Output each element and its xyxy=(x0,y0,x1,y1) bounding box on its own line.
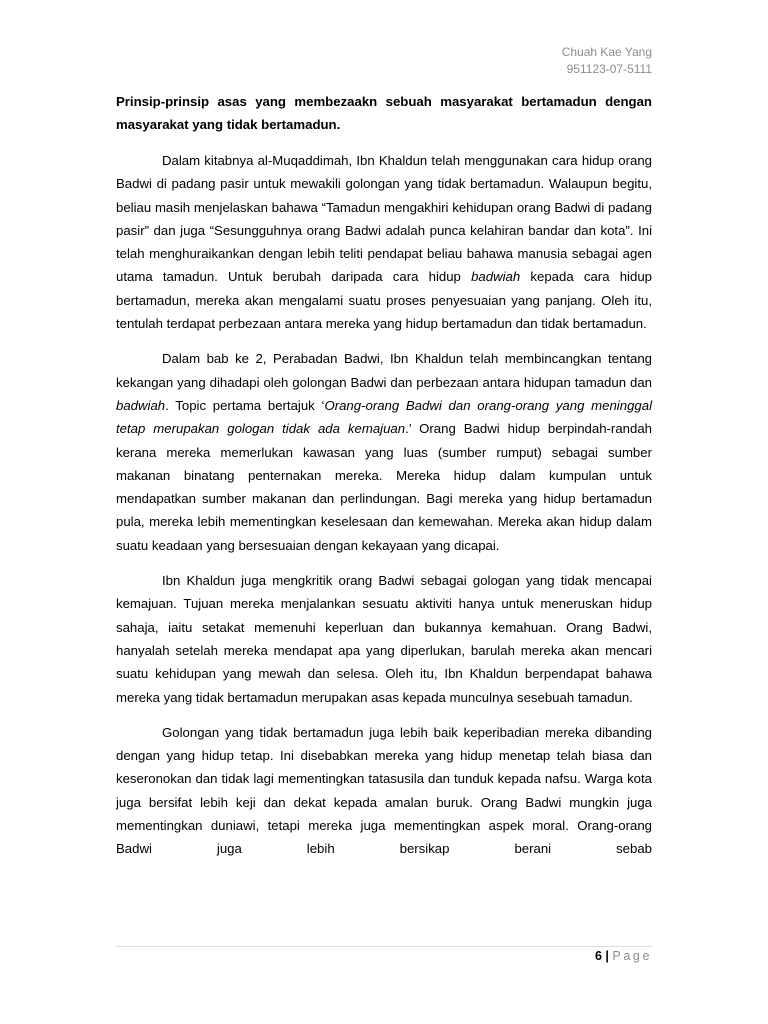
page-footer xyxy=(595,948,652,964)
paragraph-4 xyxy=(116,721,652,861)
paragraph-text: Golongan yang tidak bertamadun juga lebih baik keperibadian mereka dibanding dengan yang hidup tetap. Ini disebabkan mereka yang hidup menetap telah biasa dan keseronokan dan tidak lagi mementingkan tatasusila dan tunduk kepada nafsu. Warga kota juga bersifat lebih keji dan dekat kepada amalan buruk. Orang Badwi mungkin juga mementingkan duniawi, tetapi mereka juga mementingkan aspek moral. Orang-orang Badwi juga lebih bersikap berani sebab xyxy=(116,724,652,857)
footer-separator: | xyxy=(605,949,609,963)
page-label: Page xyxy=(612,949,652,963)
paragraph-italic-term: badwiah xyxy=(471,269,521,285)
document-title: Prinsip-prinsip asas yang membezaakn sebuah masyarakat bertamadun dengan masyarakat yang tidak bertamadun. xyxy=(116,94,652,132)
paragraph-italic-topic-title: Orang-orang Badwi dan orang-orang yang meninggal tetap merupakan gologan tidak ada kemajuan xyxy=(116,397,653,437)
footer-divider xyxy=(116,946,652,947)
paragraph-text: .’ Orang Badwi hidup berpindah-randah kerana mereka memerlukan kawasan yang luas (sumber rumput) sebagai sumber makanan binatang penternakan mereka. Mereka hidup dalam kumpulan untuk mendapatkan sumber makanan dan perlindungan. Bagi mereka yang hidup bertamadun pula, mereka lebih mementingkan keselesaan dan kemewahan. Mereka akan hidup dalam suatu keadaan yang bersesuaian dengan kekayaan yang dicapai. xyxy=(116,421,652,553)
paragraph-3 xyxy=(116,569,652,709)
author-id-number: 951123-07-5111 xyxy=(566,62,652,76)
page-header xyxy=(562,44,652,78)
author-name: Chuah Kae Yang xyxy=(561,45,652,59)
paragraph-2 xyxy=(116,347,652,557)
paragraph-text: kepada cara hidup bertamadun, mereka akan mengalami suatu proses penyesuaian yang panjang. Oleh itu, tentulah terdapat perbezaan antara mereka yang hidup bertamadun dan tidak bertamadun. xyxy=(116,269,652,332)
paragraph-text: Dalam bab ke 2, Perabadan Badwi, Ibn Khaldun telah membincangkan tentang kekangan yang dihadapi oleh golongan Badwi dan perbezaan antara hidupan tamadun dan xyxy=(116,351,652,390)
paragraph-italic-term: badwiah xyxy=(116,397,166,413)
paragraph-text: . Topic pertama bertajuk ‘ xyxy=(165,397,325,413)
paragraph-text: Dalam kitabnya al-Muqaddimah, Ibn Khaldun telah menggunakan cara hidup orang Badwi di padang pasir untuk mewakili golongan yang tidak bertamadun. Walaupun begitu, beliau masih menjelaskan bahawa “Tamadun mengakhiri kehidupan orang Badwi di padang pasir” dan juga “Sesungguhnya orang Badwi adalah punca kelahiran bandar dan kota”. Ini telah menghuraikankan dengan lebih teliti pendapat beliau bahawa manusia sebagai agen utama tamadun. Untuk berubah daripada cara hidup xyxy=(116,153,652,285)
document-body xyxy=(116,90,652,861)
paragraph-1 xyxy=(116,149,652,335)
page-number: 6 xyxy=(594,949,602,963)
paragraph-text: Ibn Khaldun juga mengkritik orang Badwi sebagai gologan yang tidak mencapai kemajuan. Tujuan mereka menjalankan sesuatu aktiviti hanya untuk meneruskan hidup sahaja, iaitu setakat memenuhi keperluan dan bukannya kemahuan. Orang Badwi, hanyalah setelah mereka mendapat apa yang diperlukan, barulah mereka akan mencari suatu kehidupan yang mewah dan selesa. Oleh itu, Ibn Khaldun berpendapat bahawa mereka yang tidak bertamadun merupakan asas kepada munculnya sesebuah tamadun. xyxy=(116,573,652,705)
